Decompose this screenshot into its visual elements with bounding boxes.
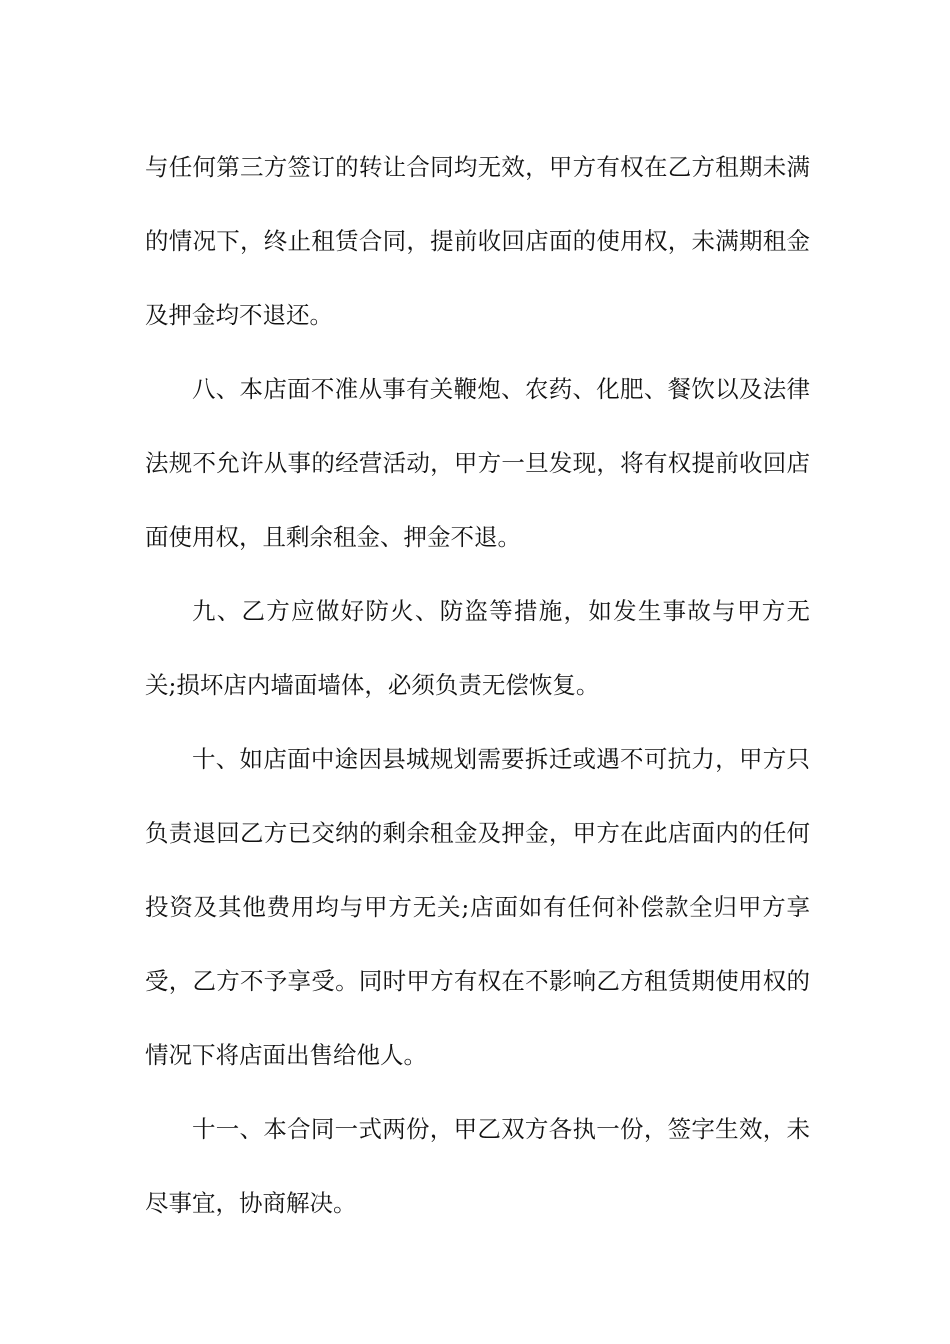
paragraph-clause-11: 十一、本合同一式两份，甲乙双方各执一份，签字生效，未尽事宜，协商解决。 [145, 1115, 810, 1217]
document-body [145, 130, 810, 1240]
paragraph-clause-10: 十、如店面中途因县城规划需要拆迁或遇不可抗力，甲方只负责退回乙方已交纳的剩余租金及押金，甲方在此店面内的任何投资及其他费用均与甲方无关;店面如有任何补偿款全归甲方享受，乙方不予享受。同时甲方有权在不影响乙方租赁期使用权的情况下将店面出售给他人。 [145, 745, 810, 1069]
paragraph-continuation: 与任何第三方签订的转让合同均无效，甲方有权在乙方租期未满的情况下，终止租赁合同，提前收回店面的使用权，未满期租金及押金均不退还。 [145, 153, 810, 329]
paragraph-clause-9: 九、乙方应做好防火、防盗等措施，如发生事故与甲方无关;损坏店内墙面墙体，必须负责无偿恢复。 [145, 597, 810, 699]
paragraph-clause-8: 八、本店面不准从事有关鞭炮、农药、化肥、餐饮以及法律法规不允许从事的经营活动，甲方一旦发现，将有权提前收回店面使用权，且剩余租金、押金不退。 [145, 375, 810, 551]
